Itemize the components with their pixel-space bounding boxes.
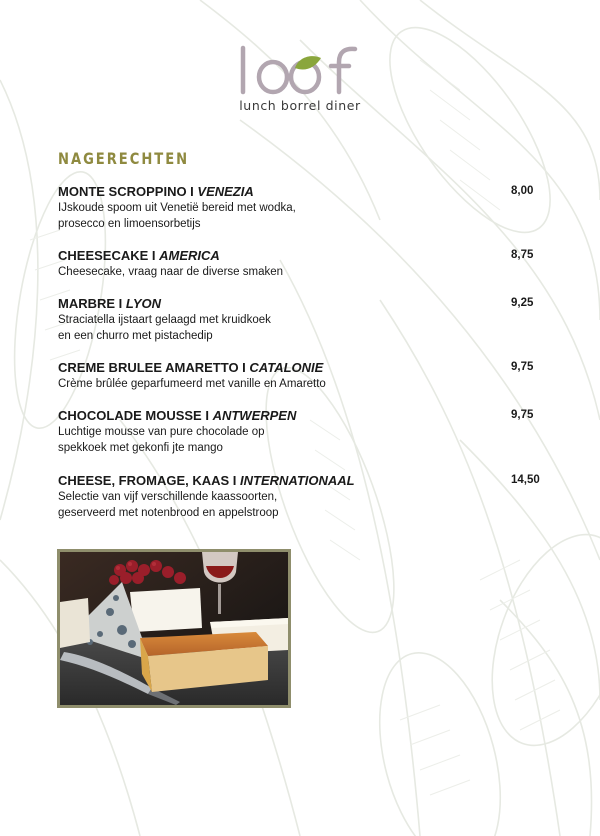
cheese-platter-image (60, 552, 288, 705)
description-line: Cheesecake, vraag naar de diverse smaken (58, 266, 284, 278)
item-description (58, 201, 358, 232)
menu-item (58, 296, 548, 344)
item-name: MONTE SCROPPINO I (58, 184, 198, 199)
item-name: CHOCOLADE MOUSSE I (58, 408, 213, 423)
menu-item (58, 360, 548, 393)
item-description (58, 265, 358, 281)
item-title (58, 408, 548, 423)
item-price: 8,00 (511, 185, 534, 197)
description-line: Luchtige mousse van pure chocolade op (58, 426, 265, 438)
item-title (58, 248, 548, 263)
item-title (58, 360, 548, 375)
description-line: Crème brûlée geparfumeerd met vanille en Amaretto (58, 378, 326, 390)
logo-tagline: lunch borrel diner (239, 98, 361, 113)
menu-item (58, 473, 548, 521)
item-name: CHEESE, FROMAGE, KAAS I (58, 473, 241, 488)
item-price: 8,75 (511, 249, 534, 261)
description-line: IJskoude spoom uit Venetië bereid met wodka, (58, 202, 296, 214)
item-title (58, 184, 548, 199)
item-price: 9,75 (511, 409, 534, 421)
item-name: CREME BRULEE AMARETTO I (58, 360, 250, 375)
item-origin: ANTWERPEN (212, 408, 297, 423)
loof-logo-icon (235, 44, 365, 96)
description-line: en een churro met pistachedip (58, 329, 213, 342)
item-title (58, 473, 548, 488)
description-line: geserveerd met notenbrood en appelstroop (58, 506, 279, 519)
logo (0, 44, 600, 113)
item-title (58, 296, 548, 311)
item-origin: CATALONIE (249, 360, 324, 375)
item-origin: INTERNATIONAAL (240, 473, 355, 488)
item-origin: AMERICA (159, 248, 220, 263)
menu-item (58, 248, 548, 281)
item-description (58, 377, 358, 393)
section-title: NAGERECHTEN (58, 149, 190, 168)
item-description (58, 313, 358, 344)
item-origin: LYON (125, 296, 162, 311)
item-price: 14,50 (511, 474, 540, 486)
item-name: MARBRE I (58, 296, 126, 311)
item-origin: VENEZIA (197, 184, 254, 199)
description-line: spekkoek met gekonfi jte mango (58, 441, 223, 454)
item-price: 9,25 (511, 297, 534, 309)
cheese-photo (57, 549, 291, 708)
description-line: Straciatella ijstaart gelaagd met kruidkoek (58, 314, 271, 326)
description-line: Selectie van vijf verschillende kaassoorten, (58, 491, 278, 503)
item-description (58, 425, 358, 456)
description-line: prosecco en limoensorbetijs (58, 217, 201, 230)
item-name: CHEESECAKE I (58, 248, 160, 263)
menu-item (58, 408, 548, 456)
menu-item (58, 184, 548, 232)
item-price: 9,75 (511, 361, 534, 373)
item-description (58, 490, 358, 521)
